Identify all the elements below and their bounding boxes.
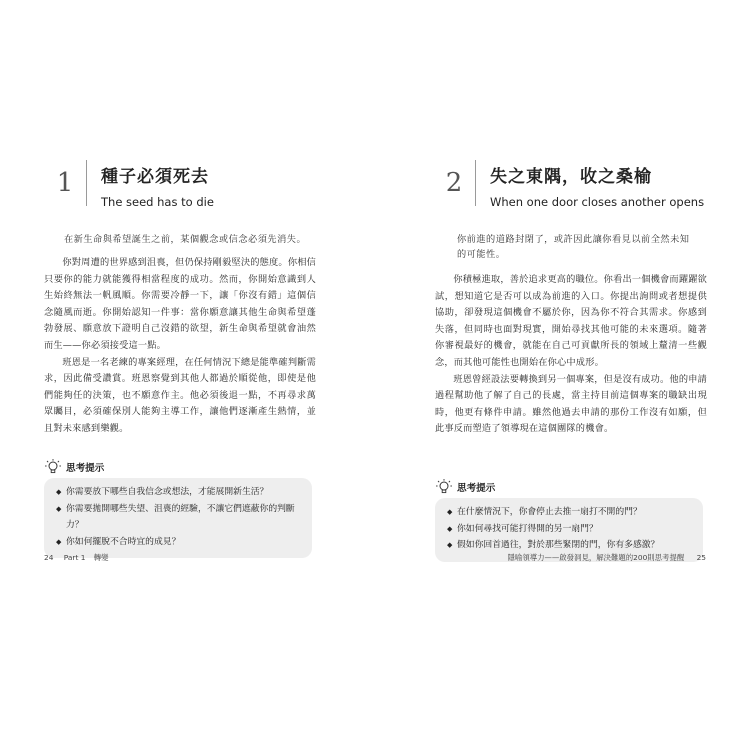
tips-box (44, 478, 312, 558)
page-number: 25 (696, 553, 706, 562)
diamond-bullet-icon: ◆ (447, 524, 453, 533)
chapter-heading-2 (433, 160, 704, 209)
chapter-title-zh: 失之東隅，收之桑榆 (490, 167, 652, 187)
page-number: 24 (44, 553, 54, 562)
paragraph: 你積極進取，善於追求更高的職位。你看出一個機會而躍躍欲試，想知道它是否可以成為前進的入口。你提出詢問或者想提供協助，卻發現這個機會不屬於你，因為你不符合其需求。你感到失落，但同時也面對現實，開始尋找其他可能的未來選項。隨著你審視最好的機會，就能在自己可貢獻所長的領域上釐清一些觀念，而其他可能性也開始在你心中成形。 (435, 274, 707, 368)
tip-item: ◆ 你如何尋找可能打得開的另一扇門？ (447, 521, 691, 538)
chapter-number: 1 (44, 160, 87, 206)
paragraph: 班恩是一名老練的專案經理，在任何情況下總是能準確判斷需求，因此備受讚賞。班恩察覺到其他人都過於順從他，即使是他們能夠任的決策，也不願意作主。他必須後退一點，不再尋求萬眾矚目，必須確保別人能夠主導工作，讓他們逐漸產生熱情，並且對未來感到樂觀。 (44, 356, 316, 434)
thinking-tips (435, 478, 703, 562)
tips-label: 思考提示 (457, 483, 496, 494)
footer-left (44, 552, 109, 563)
part-label: Part 1 (63, 553, 86, 562)
diamond-bullet-icon: ◆ (447, 508, 453, 516)
section-label: 轉變 (93, 553, 109, 562)
tip-item: ◆ 你需要拋開哪些失望、沮喪的經驗，不讓它們遮蔽你的判斷力？ (56, 501, 300, 534)
body-text (44, 255, 316, 438)
right-page (375, 0, 750, 750)
thinking-tips (44, 458, 312, 558)
chapter-title-en: When one door closes another opens (490, 195, 705, 209)
tip-item: ◆ 在什麼情況下，你會停止去推一扇打不開的門？ (447, 504, 691, 521)
lightbulb-icon (44, 458, 62, 476)
diamond-bullet-icon: ◆ (56, 488, 62, 496)
diamond-bullet-icon: ◆ (56, 504, 62, 513)
chapter-heading-1 (44, 160, 214, 209)
tip-item: ◆ 假如你回首過往，對於那些緊閉的門，你有多感激？ (447, 537, 691, 554)
epigraph: 在新生命與希望誕生之前，某個觀念或信念必須先消失。 (64, 234, 307, 245)
paragraph: 班恩曾經設法要轉換到另一個專案，但是沒有成功。他的申請過程幫助他了解了自己的長處，當主持目前這個專案的職缺出現時，他更有條件申請。雖然他過去申請的那份工作沒有如願，但此事反而塑造了領導現在這個團隊的機會。 (435, 373, 707, 435)
book-title: 隱喻領導力——啟發洞見，解決難題的200則思考提醒 (507, 553, 685, 562)
tip-item: ◆ 你需要放下哪些自我信念或想法，才能展開新生活？ (56, 484, 300, 501)
chapter-title-zh: 種子必須死去 (101, 167, 209, 187)
tip-item: ◆ 你如何擺脫不合時宜的成見？ (56, 534, 300, 551)
tips-label: 思考提示 (66, 463, 105, 474)
chapter-number: 2 (433, 160, 476, 206)
paragraph: 你對周遭的世界感到沮喪，但仍保持剛毅堅決的態度。你相信只要你的能力就能獲得相當程度的成功。然而，你開始意識到人生始終無法一帆風順。你需要冷靜一下，讓「你沒有錯」這個信念隨風而逝。你開始認知一件事：當你願意讓其他生命與希望蓬勃發展、願意放下證明自己沒錯的欲望，新生命與希望就會油然而生——你必須接受這一點。 (44, 257, 316, 351)
footer-right (508, 552, 706, 563)
chapter-title-en: The seed has to die (101, 195, 214, 209)
diamond-bullet-icon: ◆ (56, 537, 62, 546)
diamond-bullet-icon: ◆ (447, 541, 453, 549)
body-text (435, 272, 707, 438)
epigraph: 你前進的道路封閉了，或許因此讓你看見以前全然未知的可能性。 (457, 234, 690, 260)
lightbulb-icon (435, 478, 453, 496)
